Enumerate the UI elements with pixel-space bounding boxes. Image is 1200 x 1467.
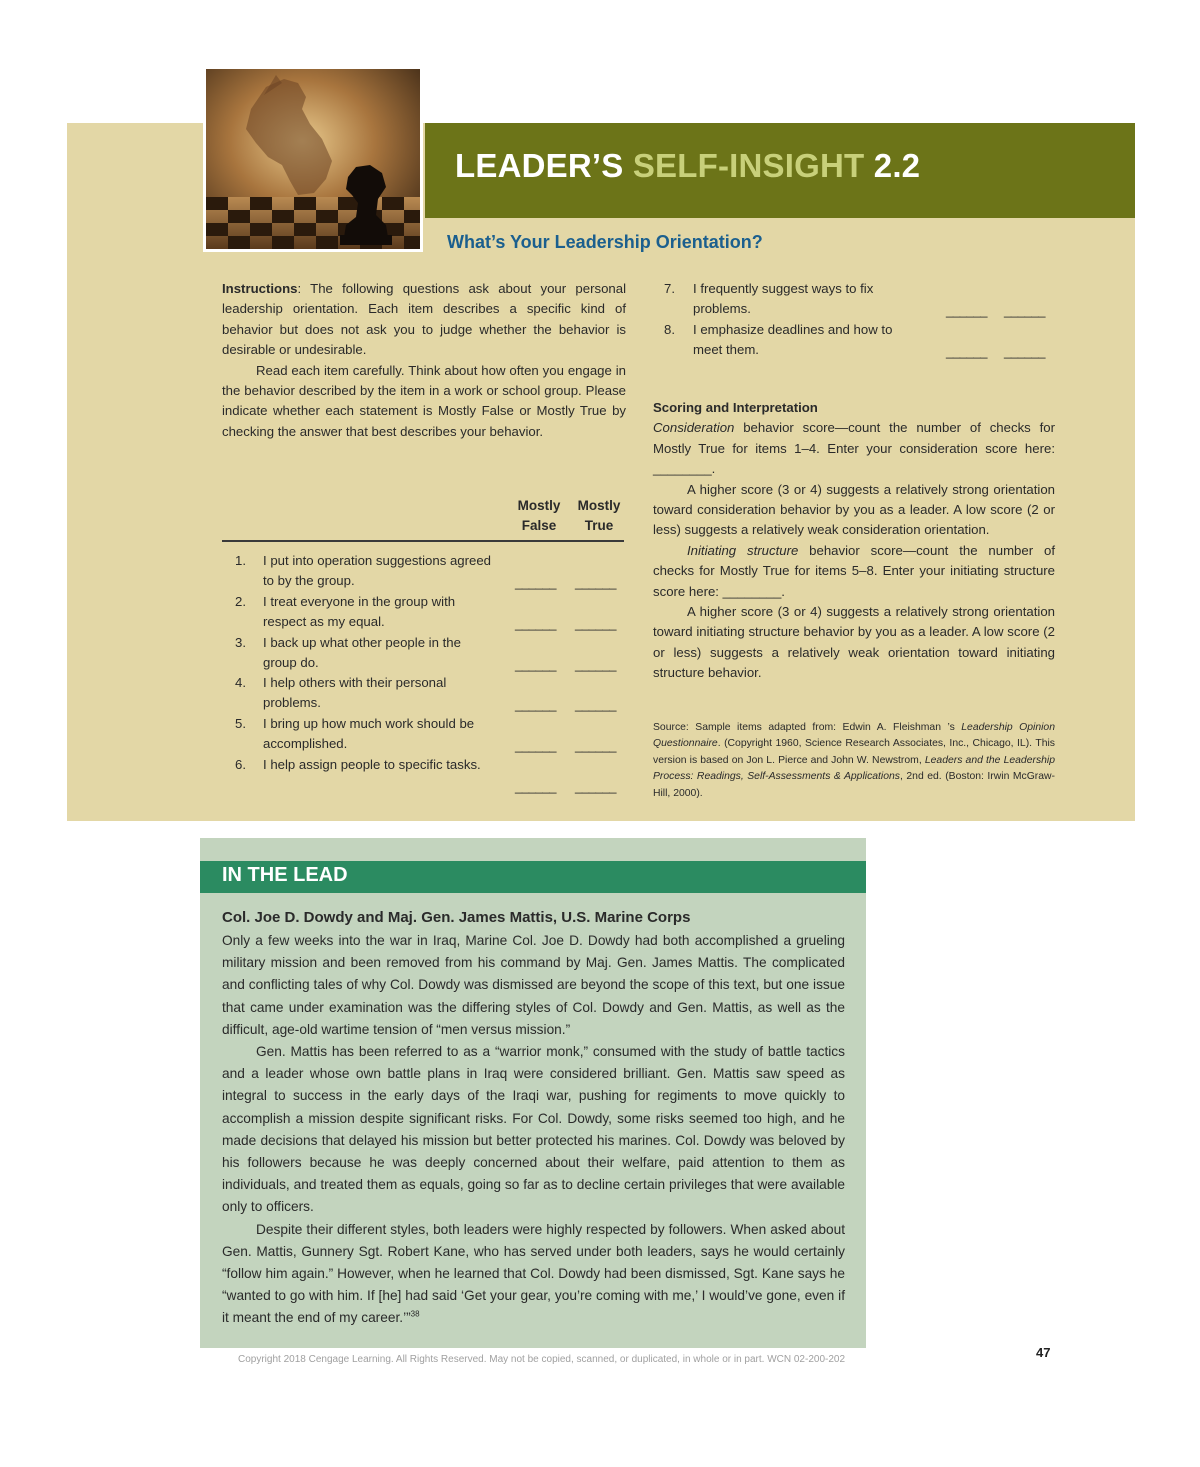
consideration-interpretation: A higher score (3 or 4) suggests a relatively strong orientation toward consideration behavior by you as a leader. A low score (2 or less) suggests a relatively weak consideration orientation. <box>653 481 1055 538</box>
title-self-insight: SELF-INSIGHT <box>632 147 874 184</box>
mostly-false-blank[interactable]: ______ <box>515 575 557 590</box>
item-text: I help assign people to specific tasks. <box>263 757 481 772</box>
mostly-true-blank[interactable]: ______ <box>575 697 617 712</box>
in-the-lead-para-3-text: Despite their different styles, both leaders were highly respected by followers. When asked about Gen. Mattis, Gunnery Sgt. Robert Kane, who has served under both leaders, says he would certainly “follow him again.” However, when he learned that Col. Dowdy had been dismissed, Sgt. Kane says he “wanted to go with him. If [he] had said ‘Get your gear, you’re coming with me,’ I would’ve gone, even if it meant the end of my career.’” <box>222 1221 845 1326</box>
mostly-true-blank[interactable]: ______ <box>575 657 617 672</box>
mostly-false-blank[interactable]: ______ <box>515 697 557 712</box>
col-false-line1: Mostly <box>517 498 561 513</box>
chess-knight-photo <box>203 66 423 252</box>
source-part2: . (Copyright 1960, Science Research Associates, Inc., Chicago, IL). This version is based on Jon L. Pierce and John W. Newstrom, <box>653 738 1055 766</box>
mostly-true-blank[interactable]: ______ <box>1004 344 1046 359</box>
col-true-line1: Mostly <box>577 498 621 513</box>
in-the-lead-title: IN THE LEAD <box>222 864 348 886</box>
item-number: 8. <box>664 322 675 337</box>
consideration-score <box>653 418 1055 479</box>
structure-term: Initiating structure <box>687 542 799 558</box>
item-number: 5. <box>235 716 246 731</box>
col-false-line2: False <box>521 518 557 533</box>
in-the-lead-heading: Col. Joe D. Dowdy and Maj. Gen. James Mattis, U.S. Marine Corps <box>222 909 691 926</box>
item-text: I back up what other people in the group do. <box>263 635 461 671</box>
mostly-false-blank[interactable]: ______ <box>946 344 988 359</box>
instructions-para-1 <box>222 279 626 361</box>
item-text: I frequently suggest ways to fix problems. <box>693 281 874 317</box>
col-mostly-false <box>512 496 566 536</box>
item-number: 6. <box>235 757 246 772</box>
item-number: 2. <box>235 594 246 609</box>
item-text: I put into operation suggestions agreed to by the group. <box>263 553 492 589</box>
col-mostly-true <box>572 496 626 536</box>
mostly-true-blank[interactable]: ______ <box>575 616 617 631</box>
mostly-false-blank[interactable]: ______ <box>515 779 557 794</box>
item-number: 4. <box>235 675 246 690</box>
structure-text: behavior score—count the number of checks for Mostly True for items 5–8. Enter your initiating structure score here: ________. <box>653 542 1055 599</box>
structure-interpretation: A higher score (3 or 4) suggests a relatively strong orientation toward initiating structure behavior by you as a leader. A low score (2 or less) suggests a relatively weak orientation toward initiating structure behavior. <box>653 604 1055 681</box>
source-citation <box>653 720 1055 802</box>
instructions-text: : The following questions ask about your personal leadership orientation. Each item describes a specific kind of behavior but does not ask you to judge whether the behavior is desirable or undesirable. <box>222 281 626 358</box>
in-the-lead-para-1: Only a few weeks into the war in Iraq, Marine Col. Joe D. Dowdy had both accomplished a grueling military mission and been removed from his command by Maj. Gen. James Mattis. The complicated and conflicting tales of why Col. Dowdy was dismissed are beyond the scope of this text, but one issue that came under examination was the differing styles of Col. Dowdy and Gen. Mattis, as well as the difficult, age-old wartime tension of “men versus mission.” <box>222 933 845 1037</box>
item-text: I bring up how much work should be accomplished. <box>263 716 475 752</box>
mostly-true-blank[interactable]: ______ <box>575 575 617 590</box>
item-number: 3. <box>235 635 246 650</box>
source-part3: , 2nd ed. (Boston: Irwin McGraw-Hill, 2000). <box>653 771 1056 799</box>
page-number: 47 <box>1036 1345 1051 1360</box>
source-book1: Leadership Opinion Questionnaire <box>653 722 1055 750</box>
copyright-notice: Copyright 2018 Cengage Learning. All Rights Reserved. May not be copied, scanned, or duplicated, in whole or in part. WCN 02-200-202 <box>238 1354 846 1365</box>
item-text: I help others with their personal problems. <box>263 675 447 711</box>
reference-superscript: 38 <box>410 1309 420 1319</box>
in-the-lead-body <box>222 906 845 1330</box>
instructions-block <box>222 279 626 442</box>
header-rule <box>222 540 624 542</box>
consideration-text: behavior score—count the number of checks for Mostly True for items 1–4. Enter your consideration score here: ________. <box>653 420 1055 477</box>
in-the-lead-para-3 <box>222 1219 845 1330</box>
item-number: 7. <box>664 281 675 296</box>
mostly-true-blank[interactable]: ______ <box>1004 303 1046 318</box>
page-title <box>455 147 920 185</box>
source-part1: Source: Sample items adapted from: Edwin A. Fleishman ’s <box>653 722 962 733</box>
mostly-true-blank[interactable]: ______ <box>575 738 617 753</box>
structure-score <box>653 541 1055 602</box>
item-number: 1. <box>235 553 246 568</box>
instructions-label: Instructions <box>222 281 298 296</box>
title-number: 2.2 <box>873 147 921 184</box>
subtitle: What’s Your Leadership Orientation? <box>447 232 763 252</box>
title-leaders: LEADER’S <box>455 147 633 184</box>
col-true-line2: True <box>584 518 614 533</box>
source-book2: Leaders and the Leadership Process: Readings, Self-Assessments & Applications <box>653 754 1056 783</box>
in-the-lead-para-2: Gen. Mattis has been referred to as a “warrior monk,” consumed with the study of battle tactics and a leader whose own battle plans in Iraq were considered brilliant. Gen. Mattis saw speed as integral to success in the early days of the Iraqi war, pushing for regiments to move quickly to accomplish a mission despite significant risks. For Col. Dowdy, some risks seemed too high, and he made decisions that delayed his mission but better protected his marines. Col. Dowdy was beloved by his followers because he was deeply concerned about their welfare, paid attention to them as individuals, and treated them as equals, going so far as to decline certain privileges that were available only to officers. <box>222 1044 845 1215</box>
scoring-block <box>653 398 1055 684</box>
mostly-false-blank[interactable]: ______ <box>946 303 988 318</box>
mostly-false-blank[interactable]: ______ <box>515 738 557 753</box>
item-text: I emphasize deadlines and how to meet them. <box>693 322 893 358</box>
mostly-true-blank[interactable]: ______ <box>575 779 617 794</box>
scoring-heading: Scoring and Interpretation <box>653 400 818 415</box>
consideration-term: Consideration <box>653 420 735 436</box>
instructions-para-2: Read each item carefully. Think about how often you engage in the behavior described by the item in a work or school group. Please indicate whether each statement is Mostly False or Mostly True by checking the answer that best describes your behavior. <box>222 362 626 439</box>
item-text: I treat everyone in the group with respect as my equal. <box>263 594 456 630</box>
mostly-false-blank[interactable]: ______ <box>515 616 557 631</box>
mostly-false-blank[interactable]: ______ <box>515 657 557 672</box>
